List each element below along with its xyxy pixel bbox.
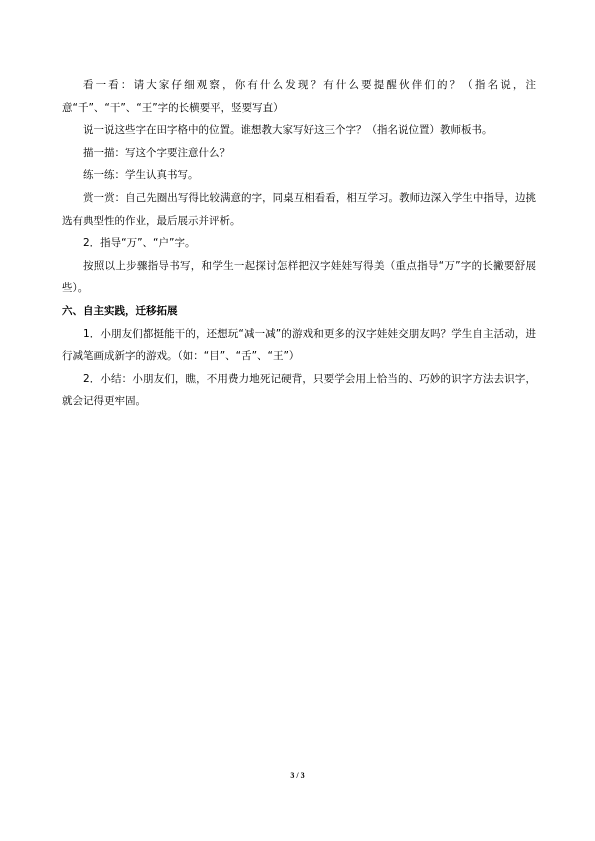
paragraph-talk: 说一说这些字在田字格中的位置。谁想教大家写好这三个字？（指名说位置）教师板书。: [83, 124, 493, 137]
paragraph-look: 看一看：请大家仔细观察，你有什么发现？有什么要提醒伙伴们的？（指名说，注意“千”、“干”、“王”字的长横要平，竖要写直）: [62, 79, 536, 114]
paragraph-appreciate: 赏一赏：自己先圈出写得比较满意的字，同桌互相看看，相互学习。教师边深入学生中指导，边挑选有典型性的作业，最后展示并评析。: [62, 191, 536, 227]
paragraph-follow-steps: 按照以上步骤指导书写，和学生一起探讨怎样把汉字娃娃写得美（重点指导“万”字的长撇要舒展些）。: [62, 259, 536, 295]
paragraph-summary: 2．小结：小朋友们，瞧，不用费力地死记硬背，只要学会用上恰当的、巧妙的识字方法去识字，就会记得更牢固。: [62, 372, 536, 408]
paragraph-subtract-game: 1．小朋友们都挺能干的，还想玩“减一减”的游戏和更多的汉字娃娃交朋友吗？学生自主活动，进行减笔画成新字的游戏。（如：“目”、“舌”、“王”）: [62, 327, 536, 363]
section-heading-six: 六、自主实践，迁移拓展: [62, 304, 178, 317]
paragraph-trace: 描一描：写这个字要注意什么？: [83, 146, 230, 159]
paragraph-practice: 练一练：学生认真书写。: [83, 169, 199, 182]
paragraph-guide-characters: 2．指导“万”、“户”字。: [83, 237, 196, 250]
document-body: [62, 74, 536, 413]
page-number: 3 / 3: [290, 771, 305, 780]
